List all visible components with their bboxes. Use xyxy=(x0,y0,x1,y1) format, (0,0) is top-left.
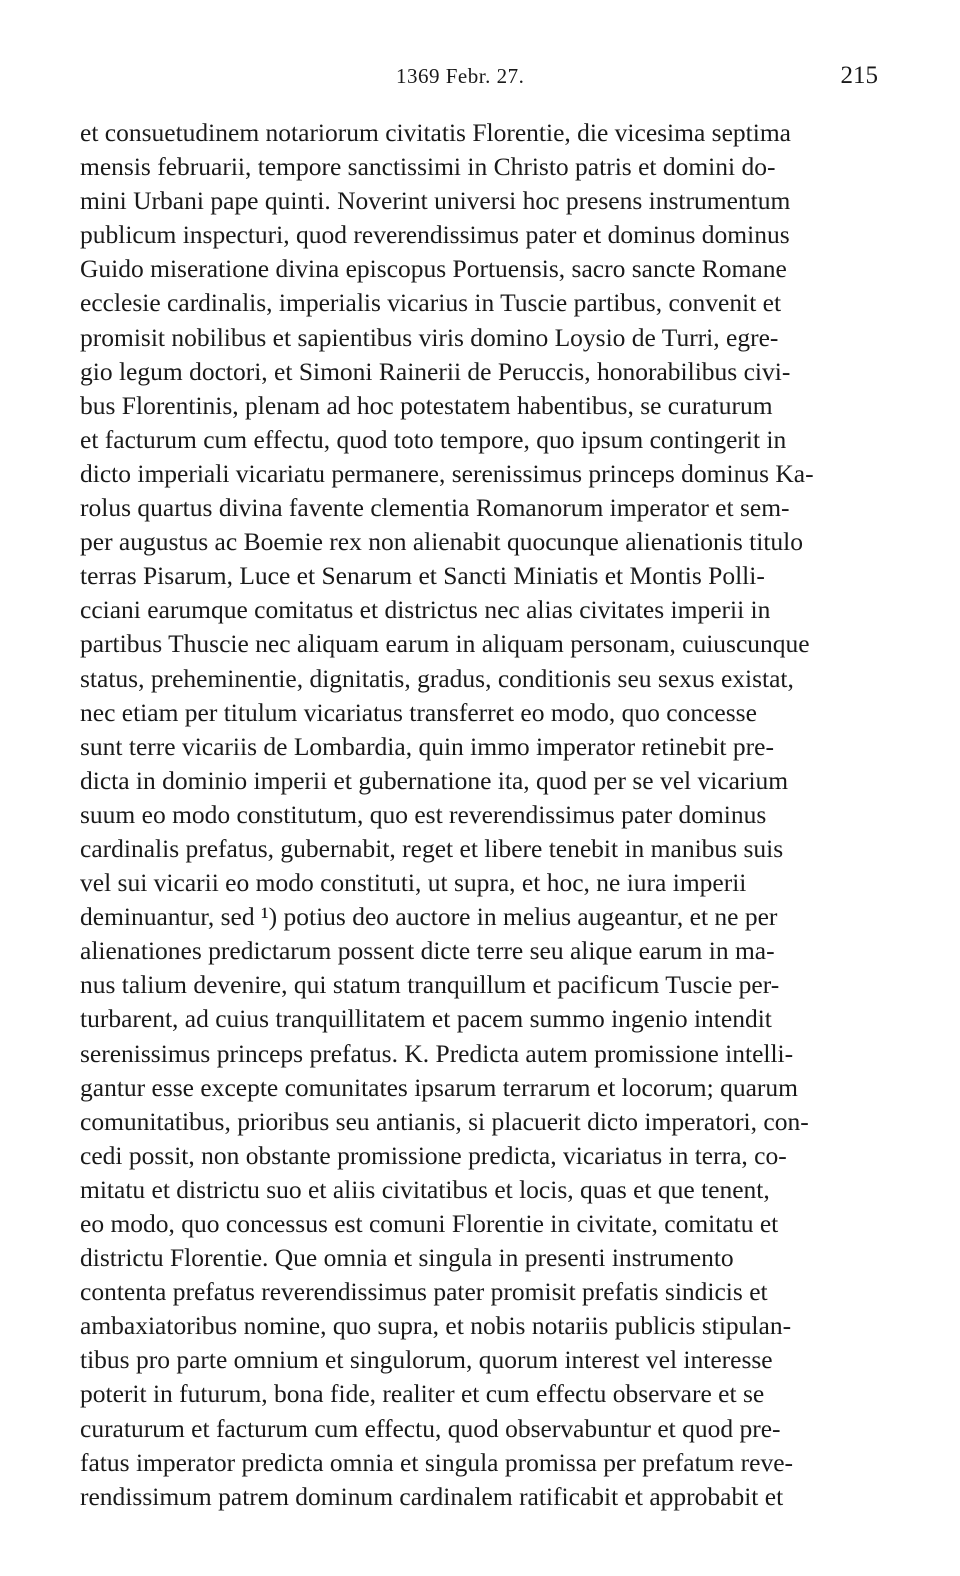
text-line: rendissimum patrem dominum cardinalem ratificabit et approbabit et xyxy=(80,1481,784,1511)
text-line: Guido miseratione divina episcopus Portuensis, sacro sancte Romane xyxy=(80,254,787,284)
text-line: eo modo, quo concessus est comuni Florentie in civitate, comitatu et xyxy=(80,1209,779,1238)
text-line: mensis februarii, tempore sanctissimi in Christo patris et domini do- xyxy=(80,152,776,182)
text-line: curaturum et facturum cum effectu, quod observabuntur et quod pre- xyxy=(80,1413,781,1443)
text-line: mitatu et districtu suo et aliis civitatibus et locis, quas et que tenent, xyxy=(80,1174,770,1204)
text-line: dicto imperiali vicariatu permanere, serenissimus princeps dominus Ka- xyxy=(80,458,814,488)
text-line: vel sui vicarii eo modo constituti, ut supra, et hoc, ne iura imperii xyxy=(80,868,747,898)
text-line: rolus quartus divina favente clementia Romanorum imperator et sem- xyxy=(80,493,790,523)
text-line: promisit nobilibus et sapientibus viris domino Loysio de Turri, egre- xyxy=(80,322,779,352)
text-line: nec etiam per titulum vicariatus transferret eo modo, quo concesse xyxy=(80,697,757,727)
text-line: mini Urbani pape quinti. Noverint universi hoc presens instrumentum xyxy=(80,186,791,216)
text-line: dicta in dominio imperii et gubernatione ita, quod per se vel vicarium xyxy=(80,765,789,795)
text-line: cciani earumque comitatus et districtus nec alias civitates imperii in xyxy=(80,595,771,625)
text-line: fatus imperator predicta omnia et singula promissa per prefatum reve- xyxy=(80,1447,794,1477)
text-line: nus talium devenire, qui statum tranquillum et pacificum Tuscie per- xyxy=(80,970,780,1000)
text-line: comunitatibus, prioribus seu antianis, si placuerit dicto imperatori, con- xyxy=(80,1106,809,1136)
text-line: sunt terre vicariis de Lombardia, quin immo imperator retinebit pre- xyxy=(80,731,774,761)
text-line: ecclesie cardinalis, imperialis vicarius in Tuscie partibus, convenit et xyxy=(80,288,782,318)
text-line: gio legum doctori, et Simoni Rainerii de Peruccis, honorabilibus civi- xyxy=(80,356,791,386)
body-text xyxy=(80,116,880,1514)
text-line: cedi possit, non obstante promissione predicta, vicariatus in terra, co- xyxy=(80,1140,787,1170)
page-number: 215 xyxy=(840,62,878,89)
text-line: poterit in futurum, bona fide, realiter et cum effectu observare et se xyxy=(80,1379,765,1409)
text-line: ambaxiatoribus nomine, quo supra, et nobis notariis publicis stipulan- xyxy=(80,1311,792,1341)
text-line: gantur esse excepte comunitates ipsarum terrarum et locorum; quarum xyxy=(80,1072,798,1102)
text-line: partibus Thuscie nec aliquam earum in aliquam personam, cuiuscunque xyxy=(80,629,810,659)
text-line: contenta prefatus reverendissimus pater promisit prefatis sindicis et xyxy=(80,1277,768,1307)
text-line: deminuantur, sed ¹) potius deo auctore in melius augeantur, et ne per xyxy=(80,902,778,932)
text-line: cardinalis prefatus, gubernabit, reget et libere tenebit in manibus suis xyxy=(80,833,784,863)
running-head-date: 1369 Febr. 27. xyxy=(396,64,525,88)
text-line: et consuetudinem notariorum civitatis Florentie, die vicesima septima xyxy=(80,118,791,147)
text-line: suum eo modo constitutum, quo est reverendissimus pater dominus xyxy=(80,799,767,829)
text-line: status, preheminentie, dignitatis, gradus, conditionis seu sexus existat, xyxy=(80,663,794,693)
page-header xyxy=(0,62,960,92)
text-line: per augustus ac Boemie rex non alienabit quocunque alienationis titulo xyxy=(80,527,804,557)
text-line: alienationes predictarum possent dicte terre seu alique earum in ma- xyxy=(80,936,775,966)
text-line: et facturum cum effectu, quod toto tempore, quo ipsum contingerit in xyxy=(80,424,787,454)
text-line: publicum inspecturi, quod reverendissimus pater et dominus dominus xyxy=(80,220,790,250)
text-line: turbarent, ad cuius tranquillitatem et pacem summo ingenio intendit xyxy=(80,1004,772,1034)
text-line: districtu Florentie. Que omnia et singula in presenti instrumento xyxy=(80,1243,734,1273)
text-line: terras Pisarum, Luce et Senarum et Sancti Miniatis et Montis Polli- xyxy=(80,561,765,591)
text-line: tibus pro parte omnium et singulorum, quorum interest vel interesse xyxy=(80,1345,773,1375)
text-line: bus Florentinis, plenam ad hoc potestatem habentibus, se curaturum xyxy=(80,390,773,420)
text-line: serenissimus princeps prefatus. K. Predicta autem promissione intelli- xyxy=(80,1038,794,1068)
